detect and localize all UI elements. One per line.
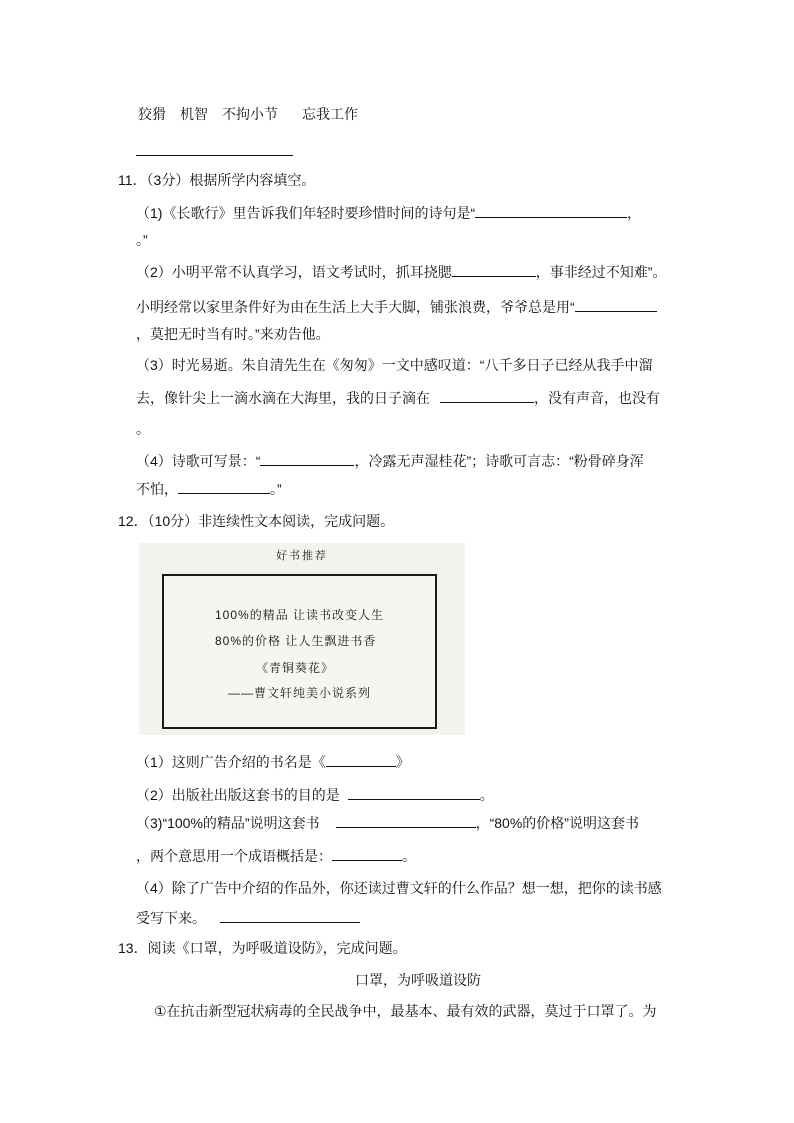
- answer-blank[interactable]: [136, 142, 293, 160]
- answer-blank[interactable]: [336, 814, 476, 828]
- q12-item-3-line2: ，两个意思用一个成语概括是： 。: [136, 848, 416, 864]
- word-options: [138, 105, 358, 123]
- answer-blank[interactable]: [575, 298, 657, 312]
- q12-item-1: （1）这则广告介绍的书名是《 》: [136, 754, 410, 770]
- ad-line: 100%的精品 让读书改变人生: [215, 608, 385, 622]
- q11-item-4: （4）诗歌可写景：“ ，冷露无声湿桂花”；诗歌可言志：“粉骨碎身浑: [136, 453, 644, 469]
- q12-item-2: （2）出版社出版这套书的目的是 。: [136, 787, 494, 803]
- q11-item-3-end: 。: [136, 421, 150, 437]
- answer-blank[interactable]: [440, 389, 534, 403]
- q11-item-2: （2）小明平常不认真学习，语文考试时，抓耳挠腮 ，事非经过不知难”。: [136, 264, 667, 280]
- article-paragraph-1: ①在抗击新型冠状病毒的全民战争中，最基本、最有效的武器，莫过于口罩了。为: [154, 1003, 657, 1019]
- ad-series: ——曹文轩纯美小说系列: [228, 686, 372, 700]
- q12-item-3: （3)“100%的精品”说明这套书 ，“80%的价格”说明这套书: [136, 815, 639, 831]
- word-option: 狡猾: [138, 106, 166, 122]
- answer-blank[interactable]: [452, 263, 536, 277]
- answer-blank[interactable]: [220, 909, 360, 923]
- q11-item-4-line2: 不怕， 。”: [136, 481, 282, 497]
- ad-frame: [162, 574, 437, 729]
- word-option: 不拘小节: [222, 106, 278, 122]
- word-option: 忘我工作: [302, 106, 358, 122]
- ad-line: 80%的价格 让人生飘进书香: [215, 634, 377, 648]
- answer-blank[interactable]: [178, 480, 270, 494]
- q11-item-1-end: 。”: [136, 232, 148, 248]
- answer-blank[interactable]: [260, 452, 354, 466]
- book-ad-image: [139, 543, 465, 735]
- answer-blank[interactable]: [332, 847, 402, 861]
- q12-item-4: （4）除了广告中介绍的作品外，你还读过曹文轩的什么作品？想一想，把你的读书感: [136, 880, 662, 896]
- q11-item-1: （1)《长歌行》里告诉我们年轻时要珍惜时间的诗句是“ ，: [136, 205, 642, 221]
- question-12-title: 12．（10分）非连续性文本阅读，完成问题。: [118, 513, 395, 529]
- answer-blank[interactable]: [326, 753, 396, 767]
- answer-blank[interactable]: [348, 786, 480, 800]
- answer-blank[interactable]: [475, 204, 627, 218]
- ad-heading: 好书推荐: [276, 550, 328, 562]
- q11-item-3: （3）时光易逝。朱自清先生在《匆匆》一文中感叹道：“八千多日子已经从我手中溜: [136, 357, 653, 373]
- question-11-title: 11．（3分）根据所学内容填空。: [118, 172, 316, 188]
- q11-item-3-line2: 去，像针尖上一滴水滴在大海里，我的日子滴在 ，没有声音，也没有: [136, 390, 660, 406]
- ad-book-title: 《青铜葵花》: [256, 661, 335, 675]
- q11-item-2-line2: 小明经常以家里条件好为由在生活上大手大脚，铺张浪费，爷爷总是用“: [136, 298, 657, 316]
- word-option: 机智: [180, 106, 208, 122]
- q11-item-2-line3: ，莫把无时当有时。”来劝告他。: [136, 326, 330, 342]
- q12-item-4-line2: 受写下来。: [136, 909, 360, 927]
- article-title: 口罩，为呼吸道设防: [355, 972, 481, 988]
- question-13-title: 13．阅读《口罩，为呼吸道设防》，完成问题。: [118, 940, 407, 956]
